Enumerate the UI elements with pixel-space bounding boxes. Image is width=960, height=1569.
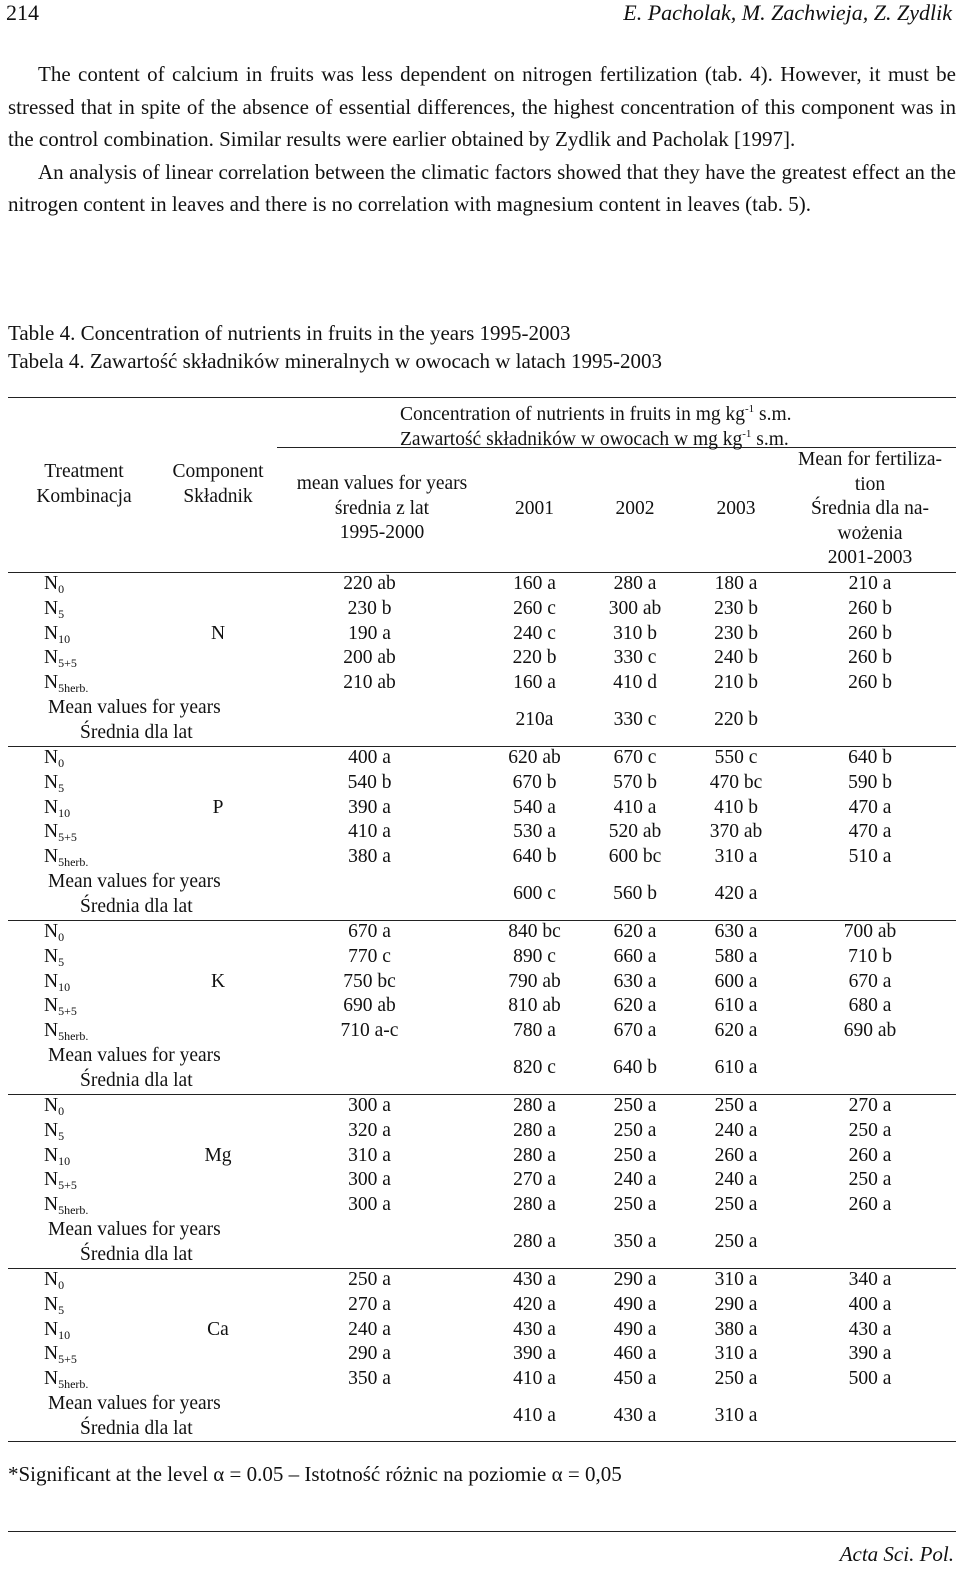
- mean-cell: 280 a: [513, 1230, 556, 1252]
- mean-label-pl: Średnia dla lat: [80, 721, 193, 743]
- running-authors: E. Pacholak, M. Zachwieja, Z. Zydlik: [623, 0, 952, 25]
- paragraph: The content of calcium in fruits was less dependent on nitrogen fertilization (tab. 4). However, it must be stressed that in spite of the absence of essential differences, the highest concentration of this component was in the control combination. Similar results were earlier obtained by Zydlik and Pacholak [1997].: [8, 62, 956, 151]
- table-cell: 240 a: [613, 1169, 657, 1191]
- table-cell: 780 a: [513, 1020, 556, 1041]
- table-caption-pl: Tabela 4. Zawartość składników mineralnych w owocach w latach 1995-2003: [8, 349, 662, 373]
- table-cell: 160 a: [513, 672, 556, 693]
- table-cell: 690 ab: [343, 995, 396, 1017]
- mean-cell: 560 b: [613, 882, 657, 904]
- treatment-label: $N_{10}$: [44, 1144, 71, 1168]
- component-header: Component Składnik: [172, 461, 264, 507]
- table-cell: 410 a: [513, 1368, 556, 1389]
- table-cell: 290 a: [714, 1293, 758, 1315]
- table-cell: 210 b: [714, 672, 758, 693]
- treatment-label: $N_{5+5}$: [44, 1169, 77, 1193]
- table-cell: 810 ab: [508, 995, 561, 1017]
- table-cell: 260 a: [714, 1144, 758, 1166]
- component-label: P: [212, 796, 224, 818]
- table-cell: 240 a: [714, 1169, 758, 1191]
- mean-cell: 420 a: [714, 882, 758, 904]
- table-cell: 230 b: [714, 597, 758, 619]
- table-cell: 670 a: [613, 1020, 657, 1041]
- span-header-en: Concentration of nutrients in fruits in mg $kg^{-1}$ s.m.: [400, 403, 792, 425]
- treatment-label: $N_5$: [44, 1293, 65, 1317]
- mean-label-pl: Średnia dla lat: [80, 1069, 193, 1091]
- table-cell: 310 a: [714, 1269, 758, 1290]
- table-cell: 670 c: [613, 747, 657, 768]
- table-cell: 670 a: [348, 921, 391, 942]
- treatment-label: $N_0$: [44, 1269, 65, 1292]
- table-cell: 250 a: [613, 1119, 657, 1141]
- treatment-label: $N_{5+5}$: [44, 821, 77, 845]
- table-cell: 660 a: [613, 945, 657, 967]
- table-cell: 640 b: [512, 846, 557, 867]
- table-cell: 460 a: [613, 1343, 657, 1365]
- year-2002-header: 2002: [615, 498, 655, 519]
- table-cell: 270 a: [848, 1095, 892, 1116]
- mean-label-en: Mean values for years: [48, 1392, 221, 1414]
- table-cell: 290 a: [348, 1343, 391, 1365]
- table-cell: 280 a: [513, 1095, 556, 1116]
- table-cell: 500 a: [848, 1368, 892, 1389]
- treatment-label: $N_{10}$: [44, 970, 71, 994]
- treatment-label: $N_5$: [44, 597, 65, 621]
- treatment-label: $N_0$: [44, 747, 65, 770]
- treatment-label: $N_{5+5}$: [44, 647, 77, 671]
- table-cell: 840 bc: [508, 921, 561, 942]
- mean-cell: 610 a: [714, 1056, 758, 1078]
- mean-fertilization-header: Mean for fertiliza- tion Średnia dla na- wożenia 2001-2003: [797, 449, 942, 568]
- table-cell: 530 a: [513, 821, 556, 843]
- table-cell: 260 b: [848, 647, 892, 669]
- table-cell: 540 a: [513, 796, 556, 818]
- page-number: 214: [6, 0, 39, 25]
- treatment-label: $N_5$: [44, 1119, 65, 1143]
- table-cell: 590 b: [848, 771, 892, 793]
- treatment-label: $N_{10}$: [44, 796, 71, 820]
- table-cell: 250 a: [714, 1095, 758, 1116]
- table-cell: 220 ab: [343, 573, 396, 594]
- table-cell: 620 a: [613, 921, 657, 942]
- table-cell: 700 ab: [843, 921, 897, 942]
- table-cell: 770 c: [348, 945, 391, 967]
- table-cell: 410 b: [714, 796, 758, 818]
- table-cell: 190 a: [348, 622, 391, 644]
- mean-cell: 430 a: [613, 1404, 657, 1426]
- table-cell: 180 a: [714, 573, 758, 594]
- table-cell: 390 a: [848, 1343, 892, 1365]
- table-cell: 490 a: [613, 1318, 657, 1340]
- table-bottom-rule: [8, 1441, 956, 1442]
- table-cell: 260 b: [848, 672, 892, 693]
- table-cell: 400 a: [348, 747, 391, 768]
- treatment-label: $N_{10}$: [44, 1318, 71, 1342]
- table-cell: 340 a: [848, 1269, 892, 1290]
- table-cell: 620 ab: [508, 747, 561, 768]
- table-cell: 250 a: [613, 1095, 657, 1116]
- mean-cell: 210a: [515, 708, 554, 730]
- component-label: Mg: [204, 1144, 232, 1166]
- table-cell: 890 c: [513, 945, 556, 967]
- table-cell: 540 b: [347, 771, 392, 793]
- table-cell: 430 a: [848, 1318, 892, 1340]
- table-cell: 250 a: [848, 1169, 892, 1191]
- table-cell: 240 a: [714, 1119, 758, 1141]
- treatment-label: $N_5$: [44, 771, 65, 795]
- treatment-label: $N_{5+5}$: [44, 1343, 77, 1367]
- journal-name: Acta Sci. Pol.: [839, 1542, 954, 1566]
- table-cell: 490 a: [613, 1293, 657, 1315]
- table-cell: 310 a: [714, 846, 758, 867]
- table-cell: 390 a: [348, 796, 391, 818]
- mean-label-pl: Średnia dla lat: [80, 1243, 193, 1265]
- treatment-label: $N_{10}$: [44, 622, 71, 646]
- treatment-label: $N_{5herb.}$: [44, 672, 89, 695]
- table-cell: 400 a: [848, 1293, 892, 1315]
- mean-label-en: Mean values for years: [48, 870, 221, 892]
- mean-cell: 350 a: [613, 1230, 657, 1252]
- treatment-header: Treatment Kombinacja: [36, 461, 132, 507]
- table-cell: 570 b: [613, 771, 657, 793]
- table-cell: 250 a: [613, 1144, 657, 1166]
- table-cell: 260 b: [848, 622, 892, 644]
- table-cell: 300 ab: [608, 597, 662, 619]
- paragraph: An analysis of linear correlation between the climatic factors showed that they have the greatest effect an the nitrogen content in leaves and there is no correlation with magnesium content in leaves (tab. 5).: [8, 159, 956, 216]
- table-cell: 430 a: [513, 1269, 556, 1290]
- table-cell: 670 b: [512, 771, 557, 793]
- table-cell: 410 d: [613, 672, 657, 693]
- table-cell: 410 a: [613, 796, 657, 818]
- component-label: K: [210, 970, 226, 992]
- mean-cell: 820 c: [513, 1056, 556, 1078]
- table-cell: 250 a: [613, 1194, 657, 1215]
- table-cell: 470 a: [848, 821, 892, 843]
- table-cell: 790 ab: [508, 970, 561, 992]
- table-cell: 200 ab: [343, 647, 396, 669]
- table-cell: 710 b: [848, 945, 892, 967]
- table-cell: 610 a: [714, 995, 758, 1017]
- table-cell: 250 a: [714, 1194, 758, 1215]
- mean-label-en: Mean values for years: [48, 696, 221, 718]
- table-cell: 290 a: [613, 1269, 657, 1290]
- mean-cell: 250 a: [714, 1230, 758, 1252]
- mean-label-en: Mean values for years: [48, 1218, 221, 1240]
- table-cell: 710 a-c: [340, 1020, 399, 1041]
- table-cell: 370 ab: [709, 821, 763, 843]
- year-2001-header: 2001: [515, 498, 554, 519]
- table-cell: 310 b: [613, 622, 657, 644]
- treatment-label: $N_5$: [44, 945, 65, 969]
- table-cell: 350 a: [348, 1368, 391, 1389]
- mean-label-en: Mean values for years: [48, 1044, 221, 1066]
- table-cell: 300 a: [348, 1194, 391, 1215]
- table-cell: 600 a: [714, 970, 758, 992]
- table-cell: 620 a: [613, 995, 657, 1017]
- mean-cell: 410 a: [513, 1404, 556, 1426]
- table-cell: 380 a: [348, 846, 391, 867]
- table-cell: 270 a: [513, 1169, 556, 1191]
- treatment-label: $N_{5herb.}$: [44, 1194, 89, 1217]
- table-cell: 270 a: [348, 1293, 391, 1315]
- table-cell: 680 a: [848, 995, 892, 1017]
- component-label: N: [210, 622, 226, 644]
- treatment-label: $N_0$: [44, 1095, 65, 1118]
- table-cell: 320 a: [348, 1119, 391, 1141]
- table-cell: 690 ab: [843, 1020, 897, 1041]
- mean-cell: 640 b: [613, 1056, 657, 1078]
- body-text: [8, 58, 956, 221]
- year-2003-header: 2003: [716, 498, 756, 519]
- table-cell: 630 a: [613, 970, 657, 992]
- table-cell: 260 c: [513, 597, 556, 619]
- table-cell: 630 a: [714, 921, 758, 942]
- footer-rule: [8, 1531, 956, 1532]
- mean-label-pl: Średnia dla lat: [80, 895, 193, 917]
- table-cell: 250 a: [348, 1269, 391, 1290]
- table-cell: 300 a: [348, 1169, 391, 1191]
- table-cell: 420 a: [513, 1293, 556, 1315]
- running-header: [6, 0, 952, 28]
- table-cell: 210 ab: [343, 672, 396, 693]
- table-cell: 240 a: [348, 1318, 391, 1340]
- table-cell: 310 a: [348, 1144, 391, 1166]
- table-cell: 280 a: [613, 573, 657, 594]
- table-cell: 260 b: [848, 597, 892, 619]
- table-cell: 310 a: [714, 1343, 758, 1365]
- mean-cell: 220 b: [714, 708, 758, 730]
- table-cell: 280 a: [513, 1144, 556, 1166]
- table-cell: 520 ab: [608, 821, 662, 843]
- table-cell: 210 a: [848, 573, 892, 594]
- treatment-label: $N_{5herb.}$: [44, 846, 89, 869]
- significance-note: *Significant at the level α = 0.05 – Istotność różnic na poziomie α = 0,05: [8, 1462, 622, 1486]
- table-cell: 230 b: [347, 597, 392, 619]
- table-cell: 220 b: [512, 647, 557, 669]
- mean-cell: 330 c: [613, 708, 657, 730]
- table-cell: 330 c: [613, 647, 657, 669]
- table-cell: 750 bc: [343, 970, 396, 992]
- treatment-label: $N_{5herb.}$: [44, 1020, 89, 1043]
- table-cell: 640 b: [848, 747, 892, 768]
- component-label: Ca: [207, 1318, 229, 1340]
- mean-label-pl: Średnia dla lat: [80, 1417, 193, 1439]
- table-cell: 470 a: [848, 796, 892, 818]
- table-cell: 390 a: [513, 1343, 556, 1365]
- span-header-pl: Zawartość składników w owocach w mg $kg^{-1}$ s.m.: [400, 428, 789, 450]
- table-cell: 550 c: [714, 747, 758, 768]
- treatment-label: $N_0$: [44, 573, 65, 596]
- table-cell: 450 a: [613, 1368, 657, 1389]
- table-cell: 430 a: [513, 1318, 556, 1340]
- table-cell: 300 a: [348, 1095, 391, 1116]
- table-cell: 260 a: [848, 1144, 892, 1166]
- table-cell: 230 b: [714, 622, 758, 644]
- mean-cell: 310 a: [714, 1404, 758, 1426]
- table-cell: 280 a: [513, 1194, 556, 1215]
- table-cell: 600 bc: [608, 846, 662, 867]
- table-cell: 380 a: [714, 1318, 758, 1340]
- table-cell: 670 a: [848, 970, 892, 992]
- table-cell: 160 a: [513, 573, 556, 594]
- treatment-label: $N_{5herb.}$: [44, 1368, 89, 1391]
- table-cell: 410 a: [348, 821, 391, 843]
- table-cell: 510 a: [848, 846, 892, 867]
- table-cell: 240 b: [714, 647, 758, 669]
- table-cell: 250 a: [848, 1119, 892, 1141]
- table-cell: 250 a: [714, 1368, 758, 1389]
- table-caption-en: Table 4. Concentration of nutrients in fruits in the years 1995-2003: [8, 321, 571, 345]
- treatment-label: $N_{5+5}$: [44, 995, 77, 1019]
- table-cell: 620 a: [714, 1020, 758, 1041]
- table-cell: 240 c: [513, 622, 556, 644]
- table-cell: 470 bc: [709, 771, 763, 793]
- mean-years-header: mean values for years średnia z lat 1995-2000: [296, 473, 468, 543]
- table-cell: 260 a: [848, 1194, 892, 1215]
- table-cell: 280 a: [513, 1119, 556, 1141]
- mean-cell: 600 c: [513, 882, 556, 904]
- table-cell: 580 a: [714, 945, 758, 967]
- treatment-label: $N_0$: [44, 921, 65, 944]
